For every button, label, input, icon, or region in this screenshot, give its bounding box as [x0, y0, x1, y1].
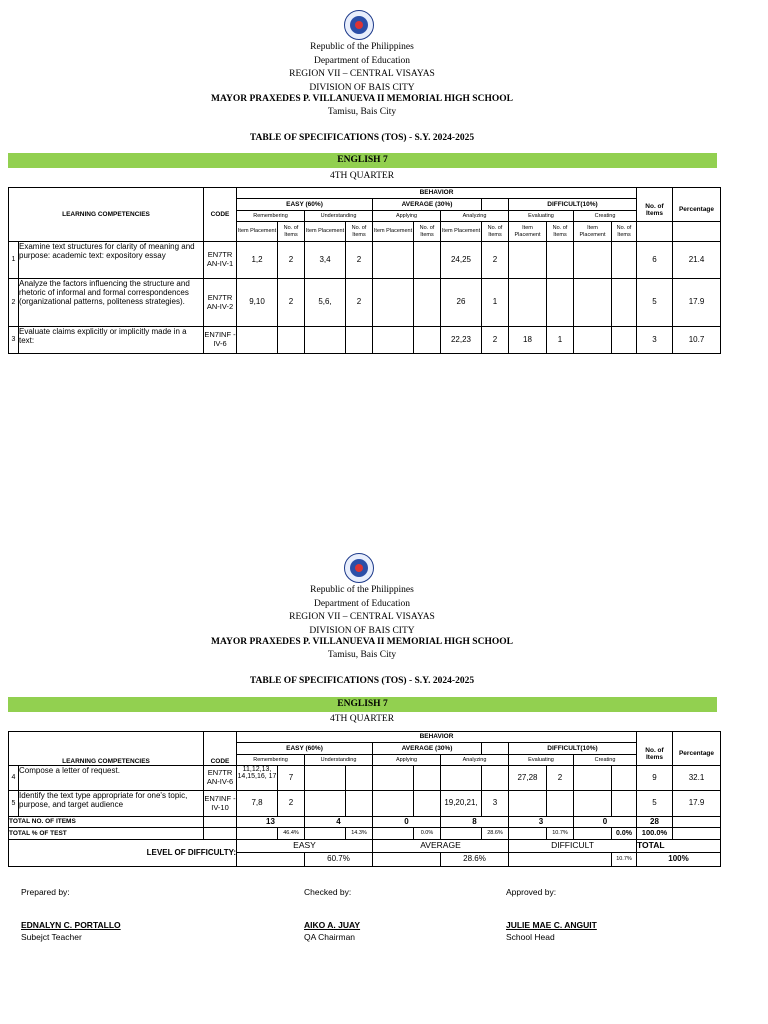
evaluating-count [547, 791, 574, 817]
remembering-count: 2 [278, 279, 305, 327]
pct-understanding: 14.3% [346, 828, 373, 840]
applying-count [414, 242, 441, 279]
code-header: CODE [204, 188, 237, 242]
creating-count [612, 242, 637, 279]
deped-seal [344, 10, 374, 40]
prepared-label: Prepared by: [21, 887, 70, 897]
creating-placement [574, 791, 612, 817]
tos-title: TABLE OF SPECIFICATIONS (TOS) - S.Y. 2024-2025 [249, 133, 475, 143]
difficulty-average-pct: 28.6% [441, 853, 509, 867]
evaluating-count [547, 242, 574, 279]
row-total-items: 3 [637, 327, 673, 354]
creating-count [612, 766, 637, 791]
creating-placement [574, 766, 612, 791]
total-items-label: TOTAL NO. OF ITEMS [9, 817, 204, 828]
evaluating-header: Evaluating [509, 211, 574, 222]
remembering-placement [237, 327, 278, 354]
row-total-items: 5 [637, 791, 673, 817]
quarter-label: 4TH QUARTER [329, 171, 395, 181]
evaluating-count: 1 [547, 327, 574, 354]
no-of-items-header: No. of Items [482, 222, 509, 242]
analyzing-count: 2 [482, 242, 509, 279]
total-items: 28 [637, 817, 673, 828]
competency-text: Evaluate claims explicitly or implicitly made in a text: [19, 327, 204, 354]
pct-analyzing: 28.6% [482, 828, 509, 840]
analyzing-count: 1 [482, 279, 509, 327]
remembering-placement: 7,8 [237, 791, 278, 817]
creating-header: Creating [574, 211, 637, 222]
difficult-header: DIFFICULT(10%) [509, 743, 637, 755]
remembering-placement: 1,2 [237, 242, 278, 279]
competency-code: EN7INF -IV-6 [204, 327, 237, 354]
row-number: 4 [9, 766, 19, 791]
evaluating-placement: 27,28 [509, 766, 547, 791]
total-items-row [9, 817, 721, 828]
understanding-placement [305, 766, 346, 791]
pct-evaluating: 10.7% [547, 828, 574, 840]
applying-placement [373, 766, 414, 791]
row-total-items: 5 [637, 279, 673, 327]
remembering-count: 7 [278, 766, 305, 791]
difficulty-difficult-pct: 10.7% [612, 853, 637, 867]
division-text: DIVISION OF BAIS CITY [309, 82, 415, 93]
rows-page2 [9, 766, 721, 817]
total-remembering: 13 [237, 817, 305, 828]
evaluating-count [547, 279, 574, 327]
republic-text: Republic of the Philippines [310, 585, 414, 595]
evaluating-placement [509, 279, 547, 327]
analyzing-placement: 24,25 [441, 242, 482, 279]
evaluating-placement: 18 [509, 327, 547, 354]
evaluating-header: Evaluating [509, 755, 574, 766]
analyzing-header: Analyzing [441, 755, 509, 766]
competency-text: Compose a letter of request. [19, 766, 204, 791]
item-placement-header: Item Placement [574, 222, 612, 242]
department-text: Department of Education [313, 55, 411, 66]
tos-table-page2 [8, 731, 721, 867]
analyzing-header: Analyzing [441, 211, 509, 222]
approved-name: JULIE MAE C. ANGUIT [506, 920, 597, 930]
row-percentage: 32.1 [673, 766, 721, 791]
tos-table-page1 [8, 187, 721, 354]
row-total-items: 6 [637, 242, 673, 279]
total-applying: 0 [373, 817, 441, 828]
understanding-header: Understanding [305, 211, 373, 222]
creating-count [612, 279, 637, 327]
approved-label: Approved by: [506, 887, 557, 897]
pct-creating: 0.0% [612, 828, 637, 840]
analyzing-placement: 19,20,21, [441, 791, 482, 817]
prepared-by-block [21, 887, 121, 942]
analyzing-placement [441, 766, 482, 791]
competency-row [9, 766, 721, 791]
difficulty-average: AVERAGE [373, 840, 509, 853]
analyzing-placement: 22,23 [441, 327, 482, 354]
competency-text: Analyze the factors influencing the structure and rhetoric of informal and formal correspondences (organizational patterns, politeness strategies). [19, 279, 204, 327]
remembering-count: 2 [278, 791, 305, 817]
pct-total: 100.0% [637, 828, 673, 840]
competency-code: EN7TR AN-IV-1 [204, 242, 237, 279]
creating-header: Creating [574, 755, 637, 766]
difficulty-label: LEVEL OF DIFFICULTY: [9, 840, 237, 867]
total-understanding: 4 [305, 817, 373, 828]
checked-name: AIKO A. JUAY [304, 920, 361, 930]
competency-row [9, 242, 721, 279]
no-items-header: No. of Items [637, 199, 673, 222]
row-number: 5 [9, 791, 19, 817]
item-placement-header: Item Placement [305, 222, 346, 242]
evaluating-placement [509, 242, 547, 279]
competency-row [9, 327, 721, 354]
row-number: 2 [9, 279, 19, 327]
total-creating: 0 [574, 817, 637, 828]
competency-row [9, 791, 721, 817]
school-name: MAYOR PRAXEDES P. VILLANUEVA II MEMORIAL HIGH SCHOOL [211, 93, 513, 104]
pct-remembering: 46.4% [278, 828, 305, 840]
school-address: Tamisu, Bais City [327, 650, 397, 660]
total-analyzing: 8 [441, 817, 509, 828]
difficulty-difficult: DIFFICULT [509, 840, 637, 853]
remembering-header: Remembering [237, 211, 305, 222]
creating-placement [574, 327, 612, 354]
approved-by-block [506, 887, 597, 942]
average-header: AVERAGE (30%) [373, 199, 482, 211]
checked-role: QA Chairman [304, 932, 356, 942]
understanding-count [346, 327, 373, 354]
competencies-header: LEARNING COMPETENCIES [9, 732, 204, 766]
row-total-items: 9 [637, 766, 673, 791]
remembering-placement: 9,10 [237, 279, 278, 327]
creating-count [612, 791, 637, 817]
checked-by-block [304, 887, 360, 942]
understanding-placement [305, 327, 346, 354]
understanding-count [346, 791, 373, 817]
row-percentage: 17.9 [673, 279, 721, 327]
understanding-placement: 3,4 [305, 242, 346, 279]
applying-count [414, 279, 441, 327]
no-items-header: No. of Items [637, 743, 673, 766]
rows-page1 [9, 242, 721, 354]
competencies-header: LEARNING COMPETENCIES [9, 188, 204, 242]
applying-header: Applying [373, 755, 441, 766]
average-header: AVERAGE (30%) [373, 743, 482, 755]
approved-role: School Head [506, 932, 555, 942]
total-pct-label: TOTAL % OF TEST [9, 828, 204, 840]
republic-text: Republic of the Philippines [310, 42, 414, 52]
applying-placement [373, 327, 414, 354]
competency-row [9, 279, 721, 327]
row-percentage: 10.7 [673, 327, 721, 354]
subject-bar: ENGLISH 7 [8, 697, 717, 712]
row-number: 3 [9, 327, 19, 354]
analyzing-placement: 26 [441, 279, 482, 327]
analyzing-count [482, 766, 509, 791]
item-placement-header: Item Placement [441, 222, 482, 242]
difficulty-total: TOTAL [637, 840, 721, 853]
difficulty-easy-pct: 60.7% [305, 853, 373, 867]
competency-code: EN7INF -IV-10 [204, 791, 237, 817]
pct-applying: 0.0% [414, 828, 441, 840]
applying-placement [373, 279, 414, 327]
total-evaluating: 3 [509, 817, 574, 828]
remembering-placement: 11,12,13, 14,15,16, 17 [237, 766, 278, 791]
no-of-items-header: No. of Items [414, 222, 441, 242]
no-of-items-header: No. of Items [547, 222, 574, 242]
percentage-header: Percentage [673, 199, 721, 222]
percentage-header: Percentage [673, 743, 721, 766]
understanding-header: Understanding [305, 755, 373, 766]
creating-count [612, 327, 637, 354]
understanding-placement: 5,6, [305, 279, 346, 327]
no-of-items-header: No. of Items [346, 222, 373, 242]
no-of-items-header: No. of Items [278, 222, 305, 242]
difficulty-row [9, 840, 721, 853]
evaluating-placement [509, 791, 547, 817]
item-placement-header: Item Placement [509, 222, 547, 242]
applying-count [414, 791, 441, 817]
understanding-count: 2 [346, 242, 373, 279]
subject-bar: ENGLISH 7 [8, 153, 717, 168]
understanding-count [346, 766, 373, 791]
understanding-placement [305, 791, 346, 817]
quarter-label: 4TH QUARTER [329, 714, 395, 724]
no-of-items-header: No. of Items [612, 222, 637, 242]
division-text: DIVISION OF BAIS CITY [309, 625, 415, 636]
prepared-name: EDNALYN C. PORTALLO [21, 920, 121, 930]
creating-placement [574, 242, 612, 279]
department-text: Department of Education [313, 598, 411, 609]
letterhead [0, 41, 724, 120]
behavior-header: BEHAVIOR [237, 188, 637, 199]
easy-header: EASY (60%) [237, 743, 373, 755]
region-text: REGION VII – CENTRAL VISAYAS [289, 69, 435, 79]
competency-code: EN7TR AN-IV-2 [204, 279, 237, 327]
applying-header: Applying [373, 211, 441, 222]
letterhead [0, 584, 724, 663]
applying-placement [373, 242, 414, 279]
competency-text: Examine text structures for clarity of meaning and purpose: academic text: expository essay [19, 242, 204, 279]
item-placement-header: Item Placement [237, 222, 278, 242]
applying-count [414, 327, 441, 354]
total-pct-row [9, 828, 721, 840]
creating-placement [574, 279, 612, 327]
code-header: CODE [204, 732, 237, 766]
analyzing-count: 3 [482, 791, 509, 817]
region-text: REGION VII – CENTRAL VISAYAS [289, 612, 435, 622]
school-name: MAYOR PRAXEDES P. VILLANUEVA II MEMORIAL HIGH SCHOOL [211, 636, 513, 647]
understanding-count: 2 [346, 279, 373, 327]
behavior-header: BEHAVIOR [237, 732, 637, 743]
deped-seal [344, 553, 374, 583]
tos-title: TABLE OF SPECIFICATIONS (TOS) - S.Y. 2024-2025 [249, 676, 475, 686]
competency-code: EN7TR AN-IV-6 [204, 766, 237, 791]
easy-header: EASY (60%) [237, 199, 373, 211]
remembering-count: 2 [278, 242, 305, 279]
applying-count [414, 766, 441, 791]
row-percentage: 21.4 [673, 242, 721, 279]
checked-label: Checked by: [304, 887, 352, 897]
remembering-header: Remembering [237, 755, 305, 766]
competency-text: Identify the text type appropriate for one's topic, purpose, and target audience [19, 791, 204, 817]
item-placement-header: Item Placement [373, 222, 414, 242]
difficulty-easy: EASY [237, 840, 373, 853]
remembering-count [278, 327, 305, 354]
evaluating-count: 2 [547, 766, 574, 791]
applying-placement [373, 791, 414, 817]
row-number: 1 [9, 242, 19, 279]
prepared-role: Subejct Teacher [21, 932, 82, 942]
difficult-header: DIFFICULT(10%) [509, 199, 637, 211]
school-address: Tamisu, Bais City [327, 107, 397, 117]
row-percentage: 17.9 [673, 791, 721, 817]
analyzing-count: 2 [482, 327, 509, 354]
difficulty-total-pct: 100% [637, 853, 721, 867]
